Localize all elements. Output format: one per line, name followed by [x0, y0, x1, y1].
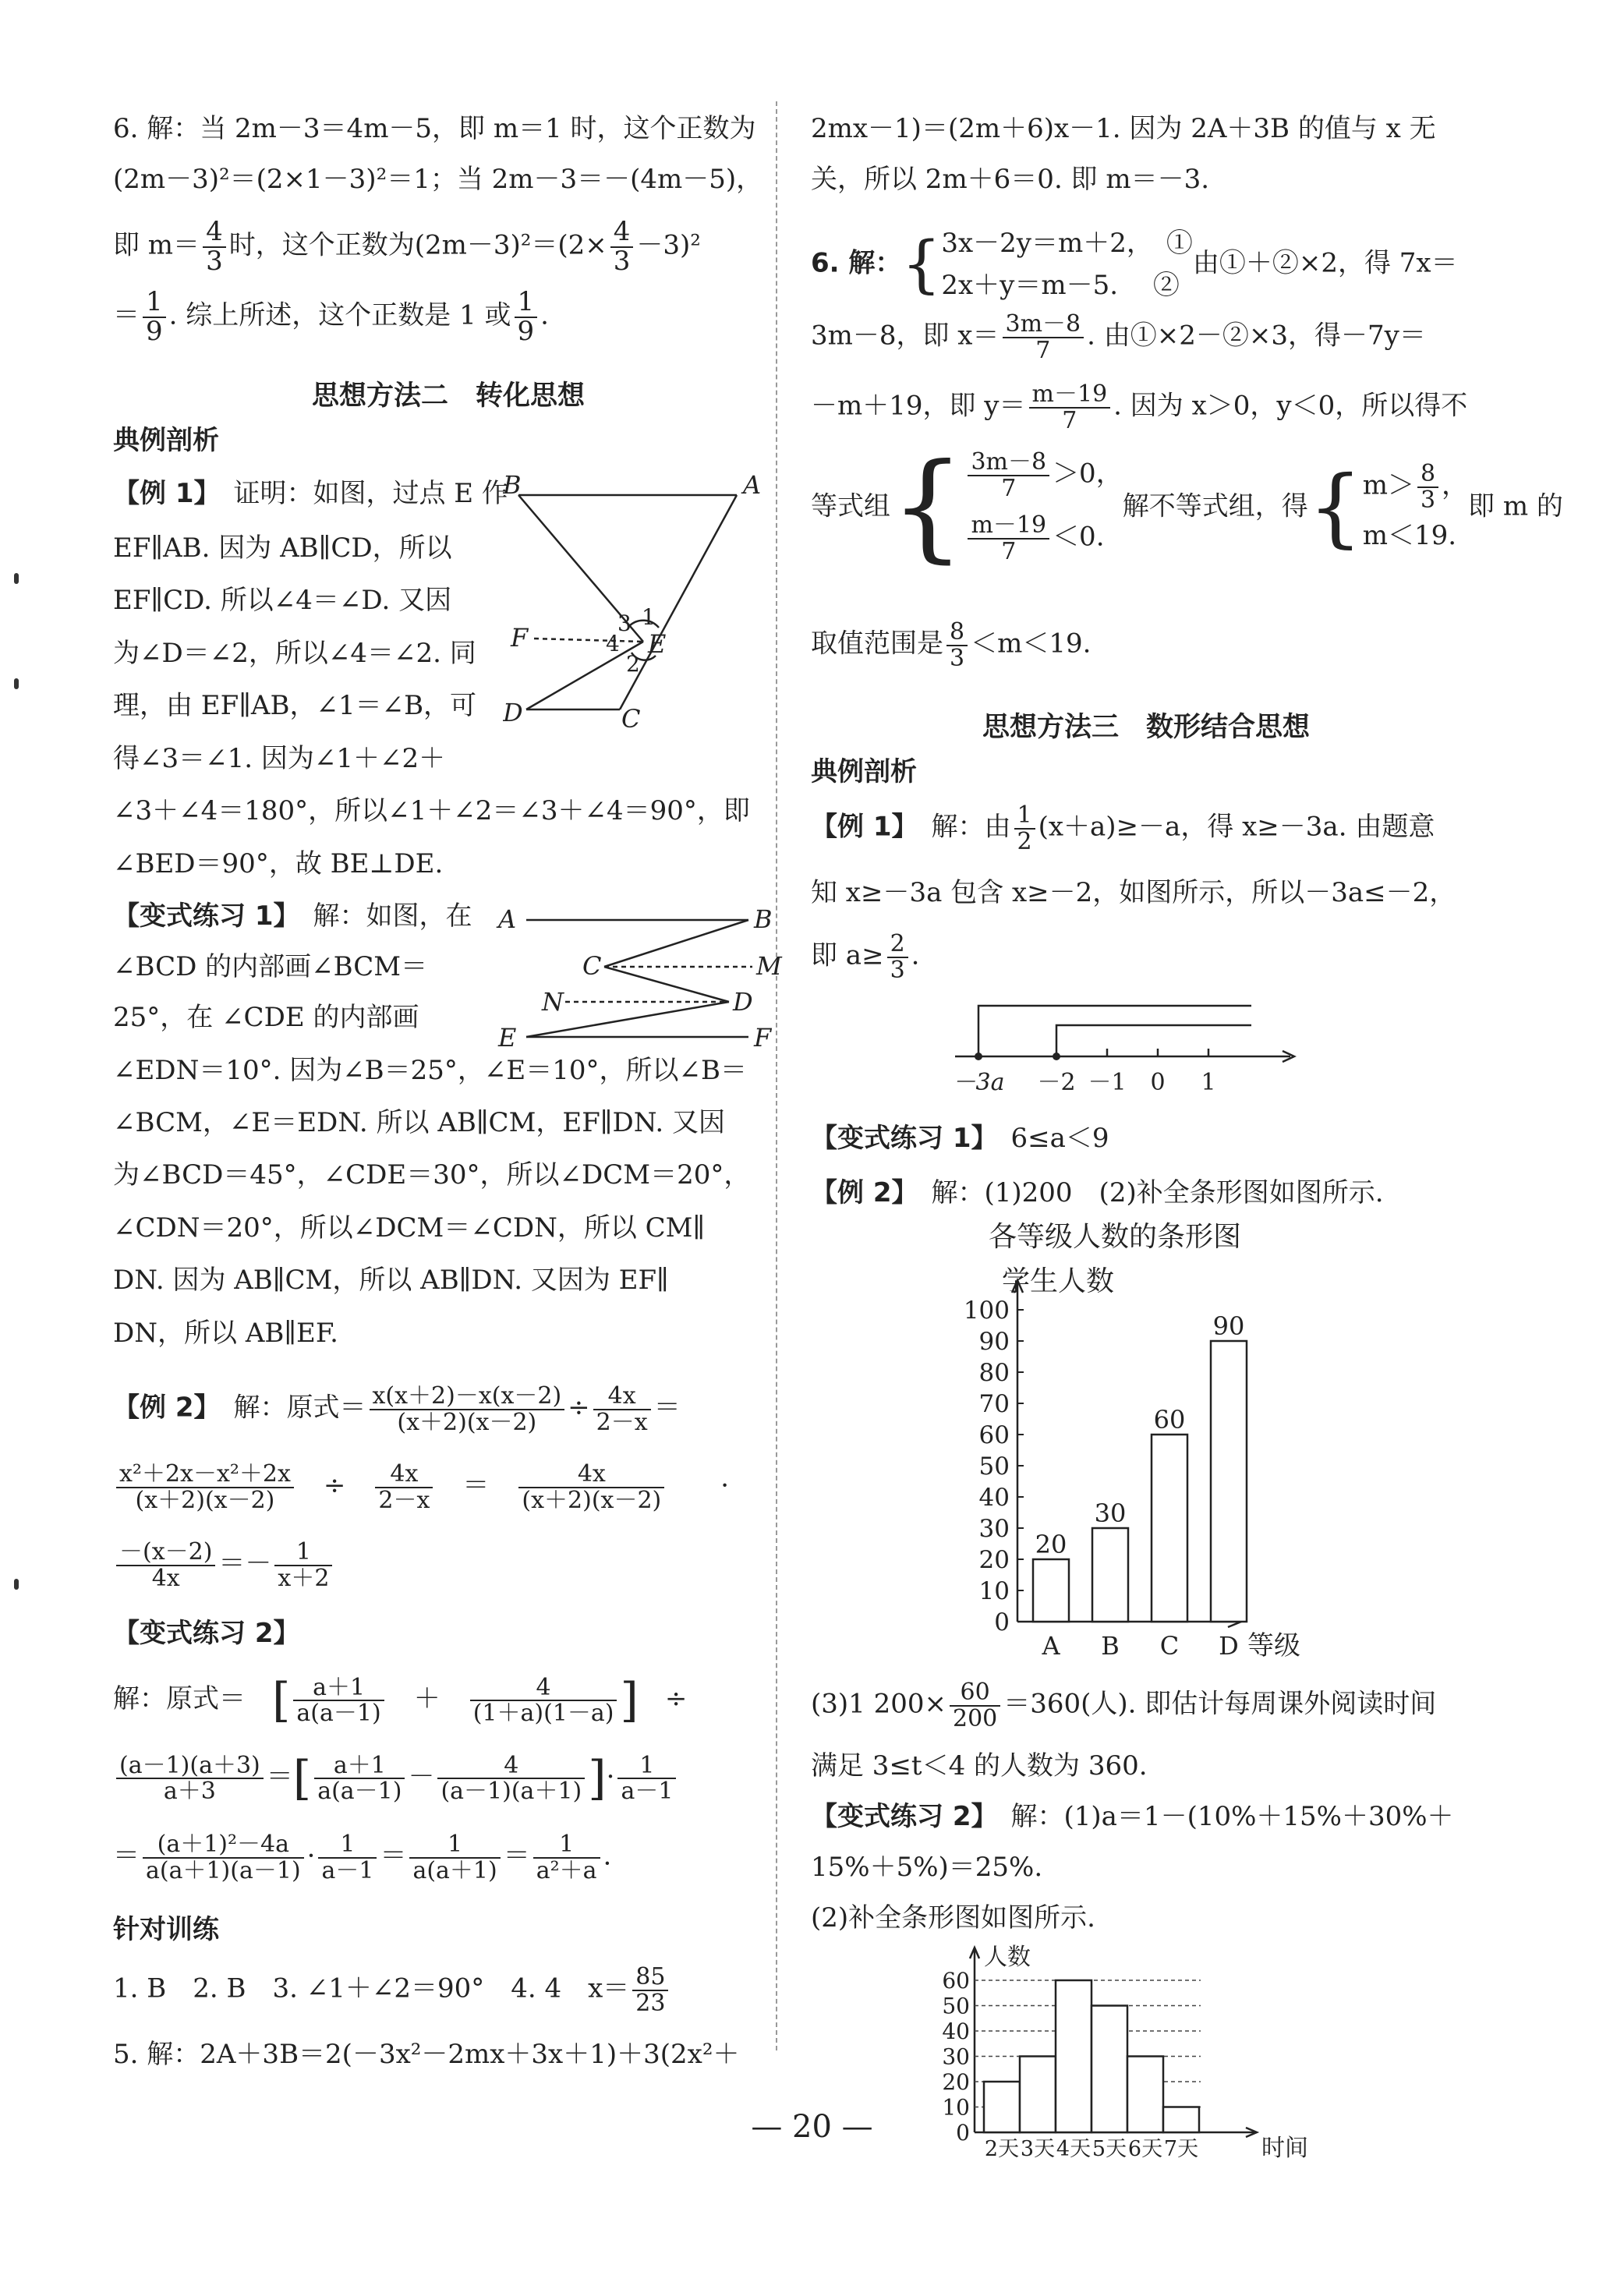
training-answers: 1. B 2. B 3. ∠1＋∠2＝90° 4. 4 x＝ $\frac{85}{23}$ [113, 1965, 671, 2015]
var2-line-2: $\frac{(a-1)(a+3)}{a+3}$ ＝[ $\frac{a+1}{a(a-1)}$ － $\frac{4}{(a-1)(a+1)}$ ]· $\frac{1}{a-1}$ [113, 1750, 679, 1806]
ex2-line-2: $\frac{\text{x²＋2x－x²＋2x}}{(x+2)(x-2)}$ ÷ $\frac{4x}{2-x}$ ＝ $\frac{4x}{(x+2)(x-2)}$ · [113, 1462, 729, 1513]
section-heading-3: 思想方法三 数形结合思想 [982, 712, 1310, 743]
r-ex2-line: 【例 2】 解：(1)200 (2)补全条形图如图所示. [811, 1177, 1384, 1208]
segment-ac [620, 495, 737, 709]
tick-label: －1 [1088, 1069, 1127, 1096]
fraction: $\frac{\text{x²＋2x－x²＋2x}}{(x+2)(x-2)}$ [116, 1462, 294, 1513]
r-var2-line-1: 【变式练习 2】 解：(1)a＝1－(10%＋15%＋30%＋ [811, 1801, 1454, 1832]
fraction: $\frac{2}{3}$ [887, 932, 908, 982]
fraction: $\frac{\text{(a＋1)²－4a}}{a(a+1)(a-1)}$ [143, 1832, 304, 1883]
label-angle-1: 1 [642, 604, 656, 630]
bar [1211, 1341, 1247, 1622]
label-a: A [743, 472, 762, 500]
fraction: $\frac{1}{\text{a²＋a}}$ [533, 1832, 600, 1883]
x-tick-label: C [1159, 1631, 1180, 1661]
y-tick-label: 0 [994, 1608, 1010, 1636]
y-tick-label: 50 [978, 1452, 1010, 1481]
label-angle-4: 4 [606, 631, 620, 656]
fraction: $\frac{1}{9}$ [515, 288, 538, 345]
bar-data-label: 30 [1094, 1498, 1127, 1528]
bar-chart-levels [881, 1216, 1396, 1668]
label-m: M [756, 951, 782, 981]
fraction: $\frac{8}{3}$ [1417, 462, 1438, 512]
x-tick-label: 6天 [1127, 2137, 1163, 2161]
y-tick-label: 100 [963, 1297, 1010, 1325]
fraction: $\frac{(a-1)(a+3)}{a+3}$ [116, 1753, 264, 1804]
y-tick-label: 60 [978, 1421, 1010, 1449]
fraction: $\frac{m-19}{7}$ [1029, 382, 1111, 433]
sub-heading-typical: 典例剖析 [113, 425, 219, 456]
q6-line-2: 3m－8，即 x＝ $\frac{3m-8}{7}$ . 由①×2－②×3，得－7y＝ [811, 310, 1426, 364]
fraction: $\frac{4}{(1+a)(1-a)}$ [470, 1675, 617, 1726]
y-tick-label: 0 [956, 2120, 970, 2146]
y-tick-label: 30 [978, 1515, 1010, 1543]
tick-label: －2 [1037, 1069, 1076, 1096]
var1-line-5: ∠BCM，∠E＝EDN. 所以 AB∥CM，EF∥DN. 又因 [113, 1107, 725, 1138]
fraction: $\frac{1}{a-1}$ [617, 1753, 676, 1804]
y-tick-label: 70 [978, 1390, 1010, 1418]
fraction: $\frac{4x}{2-x}$ [593, 1384, 651, 1435]
segment-cd [604, 967, 729, 1002]
section-heading-2: 思想方法二 转化思想 [311, 380, 585, 412]
fraction: $\frac{4x}{(x+2)(x-2)}$ [518, 1462, 664, 1513]
margin-mark [14, 573, 19, 584]
fraction: $\frac{3m-8}{7}$ [968, 450, 1049, 501]
fraction: $\frac{85}{23}$ [632, 1965, 668, 2015]
ex1-line-6: 得∠3＝∠1. 因为∠1＋∠2＋ [113, 743, 446, 774]
q5-line-2: 2mx－1)＝(2m＋6)x－1. 因为 2A＋3B 的值与 x 无 [811, 113, 1436, 144]
fraction: $\frac{x(x+2)-x(x-2)}{(x+2)(x-2)}$ [370, 1384, 565, 1435]
q6-line-3: －m＋19，即 y＝ $\frac{m-19}{7}$ . 因为 x＞0，y＜0，所以得不 [811, 380, 1468, 434]
ex1-line-1: 【例 1】 证明：如图，过点 E 作 [113, 478, 508, 509]
tick-label: 1 [1201, 1069, 1216, 1096]
label-b: B [754, 904, 773, 934]
bar [1152, 1435, 1187, 1622]
label-d: D [733, 987, 753, 1017]
var1-line-3: 25°，在 ∠CDE 的内部画 [113, 1002, 419, 1033]
label-e: E [498, 1023, 517, 1053]
point-neg2 [1053, 1053, 1060, 1060]
q6-line-5: 取值范围是 $\frac{8}{3}$ ＜m＜19. [811, 618, 1092, 672]
y-tick-label: 80 [978, 1359, 1010, 1387]
x-tick-label: 3天 [1020, 2137, 1056, 2161]
label-c: C [621, 704, 641, 734]
label-angle-3: 3 [617, 610, 632, 636]
var1-line-1: 【变式练习 1】 解：如图，在 [113, 900, 472, 932]
ex2-line-1: 【例 2】 解：原式＝ $\frac{x(x+2)-x(x-2)}{(x+2)(x-2)}$ ÷ $\frac{4x}{2-x}$ ＝ [113, 1382, 681, 1436]
y-tick-label: 50 [942, 1993, 970, 2019]
fraction: $\frac{4}{3}$ [203, 218, 226, 275]
label-b: B [503, 472, 522, 500]
fraction: $\frac{-(x-2)}{4x}$ [116, 1540, 215, 1590]
bar-data-label: 20 [1035, 1530, 1067, 1559]
var1-line-6: 为∠BCD＝45°，∠CDE＝30°，所以∠DCM＝20°， [113, 1159, 751, 1191]
bar [1033, 1559, 1069, 1622]
y-tick-label: 40 [942, 2018, 970, 2044]
page-number: — 20 — [751, 2109, 873, 2145]
fraction: $\frac{1}{a-1}$ [318, 1832, 377, 1883]
margin-mark [14, 1579, 19, 1590]
var1-line-4: ∠EDN＝10°. 因为∠B＝25°，∠E＝10°，所以∠B＝ [113, 1055, 747, 1086]
r-var2-line-3: (2)补全条形图如图所示. [811, 1902, 1095, 1934]
point-neg3a [975, 1053, 982, 1060]
label-c: C [582, 951, 602, 981]
fraction: $\frac{a+1}{a(a-1)}$ [293, 1675, 384, 1726]
x-tick-label: 4天 [1056, 2137, 1092, 2161]
sub-heading-training: 针对训练 [113, 1914, 219, 1945]
q5-line-3: 关，所以 2m＋6＝0. 即 m＝－3. [811, 164, 1210, 195]
fraction: $\frac{3m-8}{7}$ [1003, 312, 1084, 363]
geometry-figure-1 [503, 472, 784, 737]
var2-line-1: 解：原式＝ [ $\frac{a+1}{a(a-1)}$ ＋ $\frac{4}{(1+a)(1-a)}$ ] ÷ [113, 1673, 688, 1728]
ex2-line-3: $\frac{-(x-2)}{4x}$ ＝－ $\frac{1}{x+2}$ [113, 1540, 335, 1590]
r-ex1-line-3: 即 a≥ $\frac{2}{3}$ . [811, 930, 920, 984]
label-f: F [754, 1023, 772, 1053]
segment-bc [604, 920, 748, 967]
var1-line-2: ∠BCD 的内部画∠BCM＝ [113, 951, 428, 982]
fraction: $\frac{m-19}{7}$ [968, 513, 1049, 564]
ex1-line-7: ∠3＋∠4＝180°，所以∠1＋∠2＝∠3＋∠4＝90°，即 [113, 795, 750, 826]
q6-line-3: 即 m＝ $\frac{4}{3}$ 时，这个正数为(2m－3)²＝(2× $\frac{4}{3}$ －3)² [113, 216, 701, 277]
ex1-line-8: ∠BED＝90°，故 BE⊥DE. [113, 848, 444, 879]
q6-line-4: 等式组{ $\frac{3m-8}{7}$ ＞0， $\frac{m-19}{7}$ ＜0. 解不等式组，得{ m＞ $\frac{8}{3}$ ， m＜19. 即 m 的 [811, 439, 1563, 575]
number-line-figure [947, 998, 1321, 1103]
y-axis-label: 学生人数 [1002, 1265, 1115, 1297]
y-tick-label: 30 [942, 2043, 970, 2070]
q6-line-2: (2m－3)²＝(2×1－3)²＝1；当 2m－3＝－(4m－5)， [113, 164, 763, 195]
tick-label: －3a [952, 1069, 1005, 1096]
chart-title: 各等级人数的条形图 [988, 1221, 1242, 1253]
q5-line-1: 5. 解：2A＋3B＝2(－3x²－2mx＋3x＋1)＋3(2x²＋ [113, 2039, 740, 2070]
x-axis-label: 时间 [1261, 2135, 1308, 2162]
y-tick-label: 10 [942, 2094, 970, 2121]
label-angle-2: 2 [626, 651, 640, 677]
bar [1092, 1528, 1128, 1622]
label-a: A [498, 904, 517, 934]
sub-heading-typical-2: 典例剖析 [811, 756, 917, 787]
label-e: E [648, 629, 667, 659]
ex1-line-5: 理，由 EF∥AB，∠1＝∠B，可 [113, 690, 477, 721]
label-n: N [542, 987, 564, 1017]
margin-mark [14, 678, 19, 689]
y-tick-label: 40 [978, 1484, 1010, 1512]
segment-fe [534, 639, 643, 642]
y-tick-label: 90 [978, 1328, 1010, 1356]
solution-range-neg2 [1056, 1025, 1251, 1056]
var1-line-8: DN. 因为 AB∥CM，所以 AB∥DN. 又因为 EF∥ [113, 1265, 669, 1296]
y-tick-label: 20 [942, 2069, 970, 2095]
label-f: F [511, 623, 529, 653]
fraction: $\frac{1}{9}$ [143, 288, 166, 345]
fraction: $\frac{a+1}{a(a-1)}$ [314, 1753, 405, 1804]
var2-tag: 【变式练习 2】 [113, 1618, 300, 1649]
r-ex1-line-1: 【例 1】 解：由 $\frac{1}{2}$ (x＋a)≥－a，得 x≥－3a. 由题意 [811, 801, 1435, 855]
q6-line-1: 6. 解：当 2m－3＝4m－5，即 m＝1 时，这个正数为 [113, 113, 756, 144]
q6-system-line: 6. 解：{ 3x－2y＝m＋2， ① 2x＋y＝m－5. ② 由①＋②×2，得 7x＝ [811, 228, 1458, 302]
fraction: $\frac{1}{2}$ [1014, 803, 1035, 854]
y-tick-label: 60 [942, 1968, 970, 1994]
x-tick-label: B [1101, 1631, 1120, 1661]
x-tick-label: 7天 [1163, 2137, 1199, 2161]
ex1-line-3: EF∥CD. 所以∠4＝∠D. 又因 [113, 585, 452, 616]
y-tick-label: 10 [978, 1577, 1010, 1605]
fraction: $\frac{8}{3}$ [946, 620, 968, 670]
bar-data-label: 90 [1212, 1311, 1245, 1341]
bar-data-label: 60 [1153, 1405, 1186, 1435]
y-tick-label: 20 [978, 1546, 1010, 1574]
geometry-figure-2 [495, 897, 784, 1053]
x-tick-label: 5天 [1092, 2137, 1127, 2161]
x-tick-label: D [1219, 1631, 1239, 1661]
r-ex2-3-line-2: 满足 3≤t＜4 的人数为 360. [811, 1750, 1148, 1781]
label-d: D [503, 698, 523, 727]
fraction: $\frac{4x}{2-x}$ [375, 1462, 433, 1513]
tick-label: 0 [1150, 1069, 1166, 1096]
fraction: $\frac{4}{3}$ [610, 218, 634, 275]
x-tick-label: 2天 [984, 2137, 1020, 2161]
fraction: $\frac{1}{x+2}$ [274, 1540, 332, 1590]
r-ex2-3-line-1: (3)1 200× $\frac{60}{200}$ ＝360(人). 即估计每周课外阅读时间 [811, 1679, 1437, 1732]
fraction: $\frac{1}{a(a+1)}$ [409, 1832, 500, 1883]
ex1-line-4: 为∠D＝∠2，所以∠4＝∠2. 同 [113, 638, 476, 669]
solution-range-neg3a [978, 1006, 1251, 1056]
r-var2-line-2: 15%＋5%)＝25%. [811, 1852, 1043, 1883]
var2-line-3: ＝ $\frac{\text{(a＋1)²－4a}}{a(a+1)(a-1)}$ · $\frac{1}{a-1}$ ＝ $\frac{1}{a(a+1)}$ ＝ $\frac{1}{\text{a²＋a}}$ . [113, 1831, 612, 1884]
x-axis-label: 等级 [1247, 1630, 1300, 1661]
y-axis-label: 人数 [984, 1944, 1031, 1971]
var1-line-7: ∠CDN＝20°，所以∠DCM＝∠CDN，所以 CM∥ [113, 1212, 706, 1244]
q6-line-4: ＝ $\frac{1}{9}$ . 综上所述，这个正数是 1 或 $\frac{1}{9}$ . [113, 286, 549, 347]
x-tick-label: A [1042, 1631, 1060, 1661]
fraction: $\frac{60}{200}$ [950, 1680, 1000, 1731]
r-ex1-line-2: 知 x≥－3a 包含 x≥－2，如图所示，所以－3a≤－2， [811, 877, 1456, 908]
r-var1-line: 【变式练习 1】 6≤a＜9 [811, 1123, 1109, 1154]
var1-line-9: DN，所以 AB∥EF. [113, 1318, 338, 1349]
fraction: $\frac{4}{(a-1)(a+1)}$ [437, 1753, 585, 1804]
ex1-line-2: EF∥AB. 因为 AB∥CD，所以 [113, 532, 452, 564]
